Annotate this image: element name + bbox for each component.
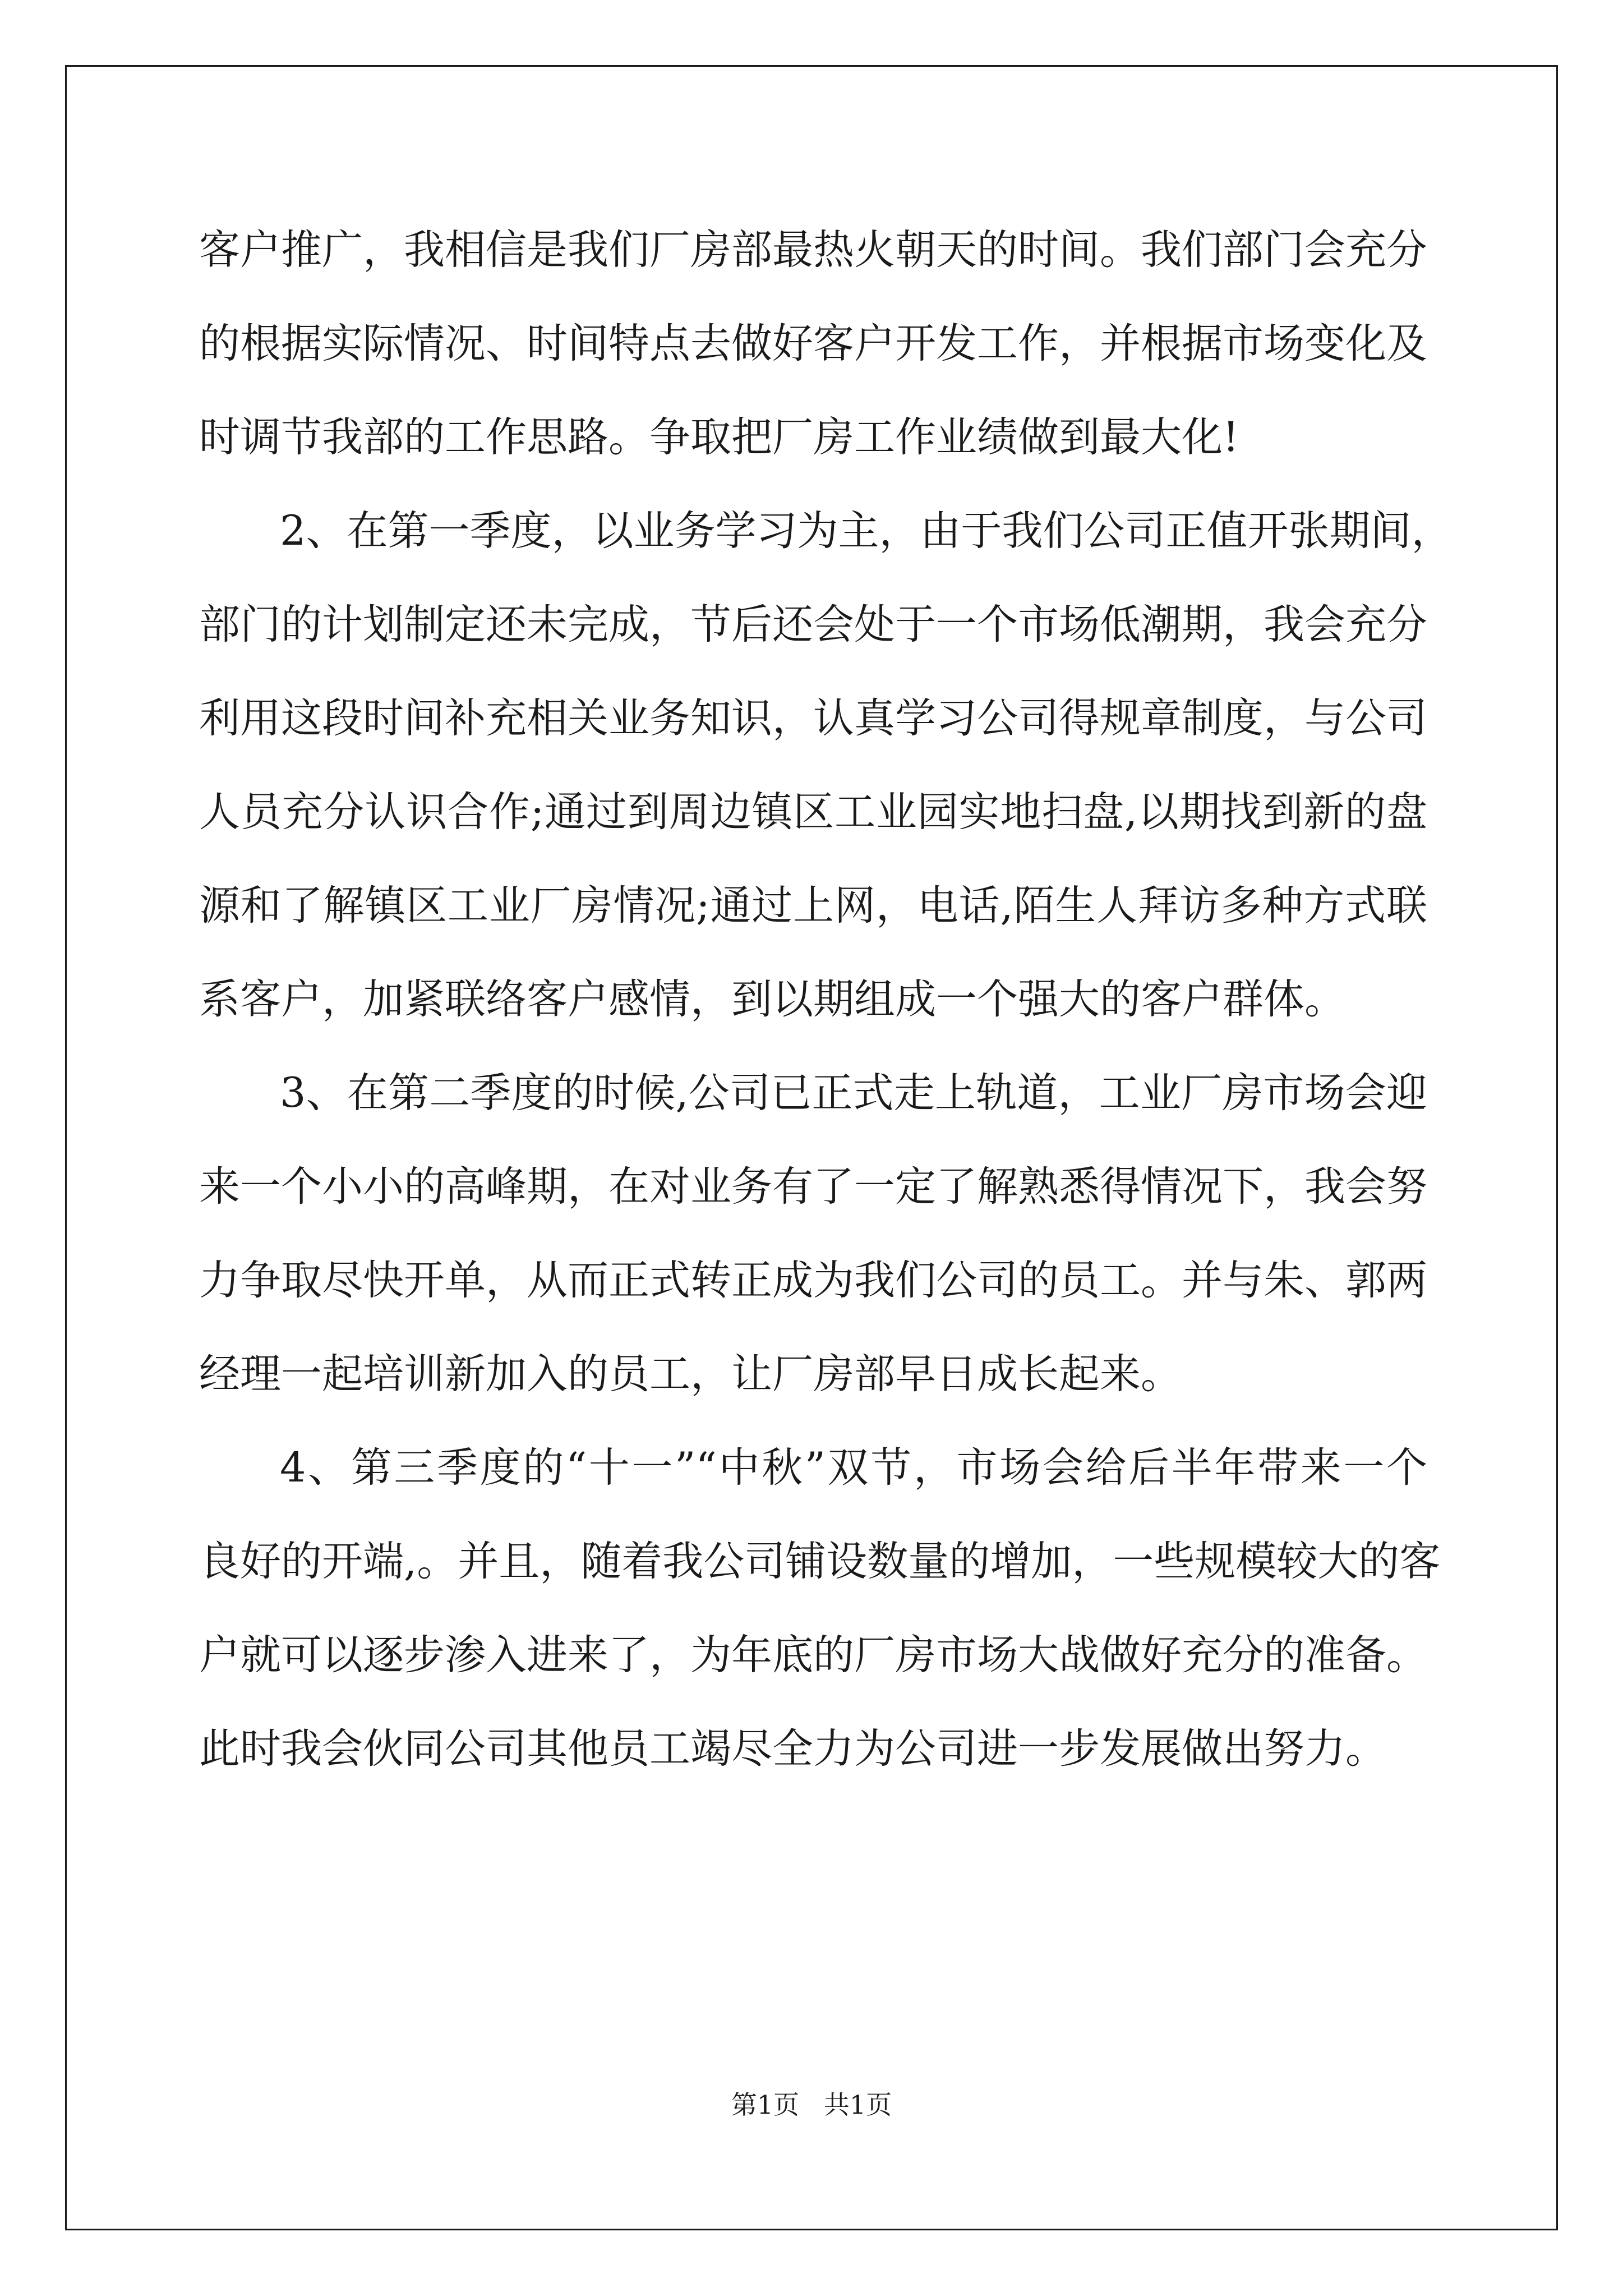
text-line: 4、第三季度的“十一”“中秋”双节，市场会给后半年带来一个 xyxy=(280,1444,1427,1492)
text-line: 来一个小小的高峰期，在对业务有了一定了解熟悉得情况下，我会努 xyxy=(199,1163,1427,1211)
text-line: 2、在第一季度，以业务学习为主，由于我们公司正值开张期间， xyxy=(280,507,1453,555)
text-line: 部门的计划制定还未完成，节后还会处于一个市场低潮期，我会充分 xyxy=(199,601,1427,648)
page-number-footer: 第1页 共1页 xyxy=(731,2090,892,2120)
text-line: 此时我会伙同公司其他员工竭尽全力为公司进一步发展做出努力。 xyxy=(199,1725,1386,1773)
text-line: 客户推广，我相信是我们厂房部最热火朝天的时间。我们部门会充分 xyxy=(199,226,1427,274)
document-body xyxy=(199,209,1453,1802)
text-line: 3、在第二季度的时候,公司已正式走上轨道，工业厂房市场会迎 xyxy=(280,1069,1427,1117)
text-line: 户就可以逐步渗入进来了，为年底的厂房市场大战做好充分的准备。 xyxy=(199,1631,1427,1679)
text-line: 的根据实际情况、时间特点去做好客户开发工作，并根据市场变化及 xyxy=(199,320,1427,367)
text-line: 系客户，加紧联络客户感情，到以期组成一个强大的客户群体。 xyxy=(199,976,1345,1023)
text-line: 利用这段时间补充相关业务知识，认真学习公司得规章制度，与公司 xyxy=(199,694,1427,742)
text-line: 人员充分认识合作;通过到周边镇区工业园实地扫盘,以期找到新的盘 xyxy=(199,788,1427,836)
text-line: 源和了解镇区工业厂房情况;通过上网，电话,陌生人拜访多种方式联 xyxy=(199,882,1427,930)
text-line: 力争取尽快开单，从而正式转正成为我们公司的员工。并与朱、郭两 xyxy=(199,1257,1427,1304)
text-line: 时调节我部的工作思路。争取把厂房工作业绩做到最大化! xyxy=(199,413,1239,461)
text-line: 经理一起培训新加入的员工，让厂房部早日成长起来。 xyxy=(199,1350,1182,1398)
text-line: 良好的开端,。并且，随着我公司铺设数量的增加，一些规模较大的客 xyxy=(199,1538,1441,1585)
